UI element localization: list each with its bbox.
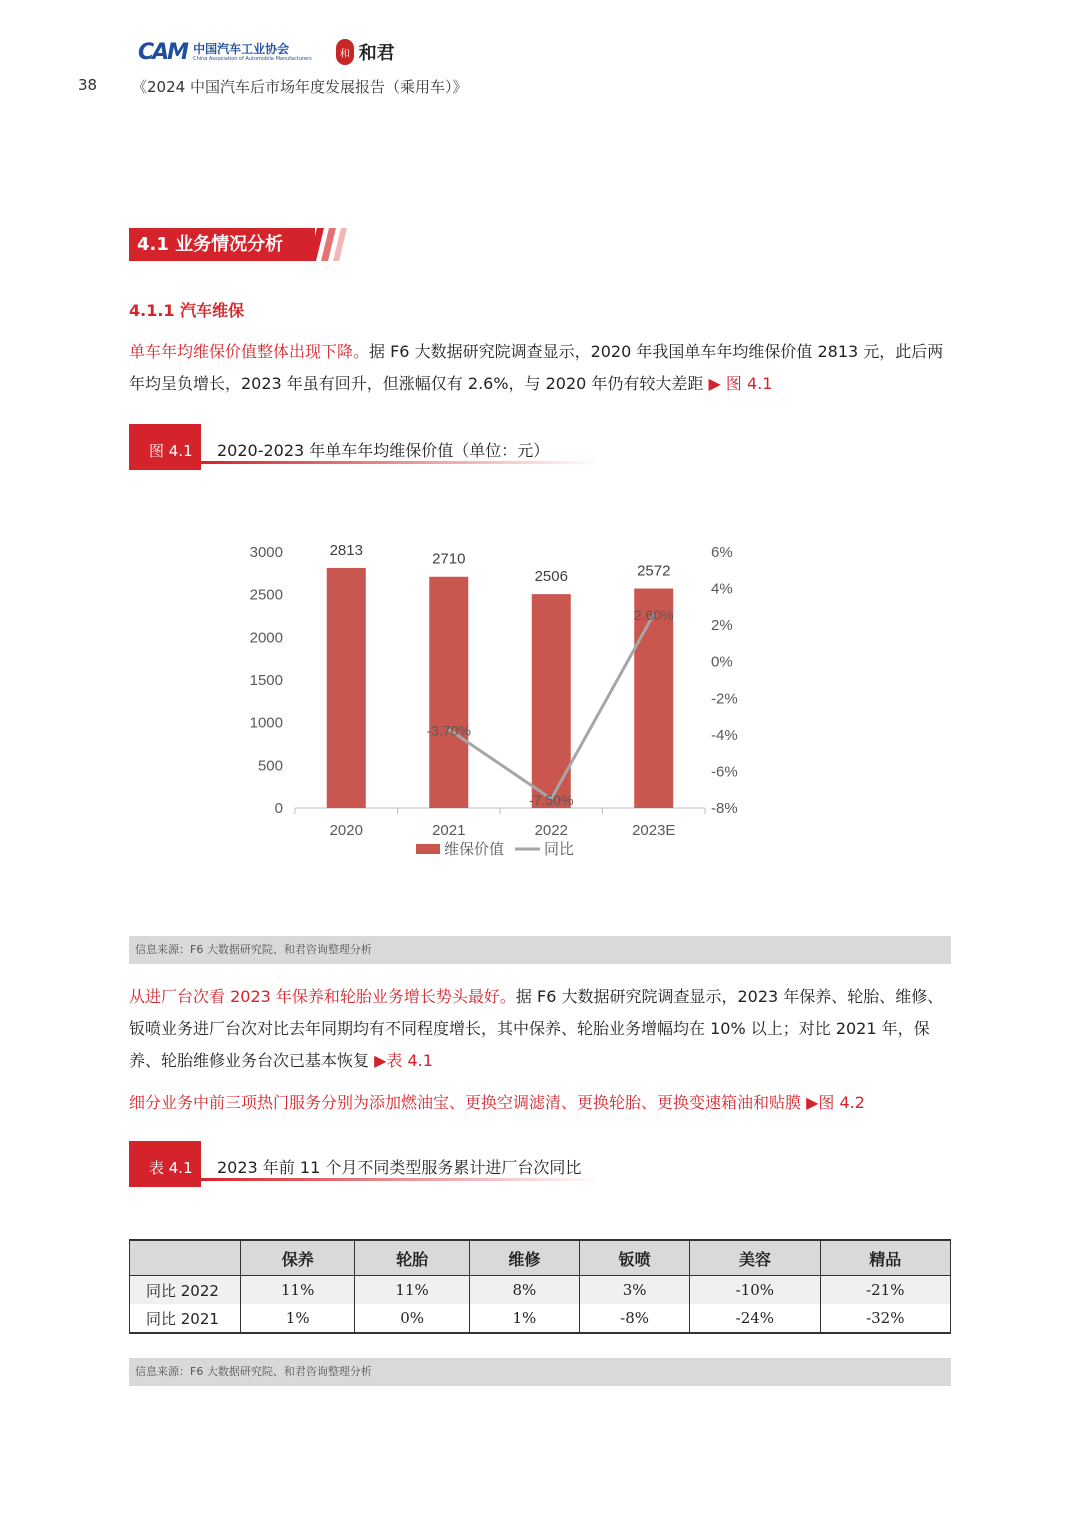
x-tick-label: 2022 (534, 822, 568, 839)
hejun-logo-text: 和君 (358, 43, 395, 64)
y-left-tick-label: 2000 (249, 629, 283, 647)
x-tick-label: 2021 (432, 822, 466, 839)
table-cell: 8% (469, 1276, 579, 1305)
hejun-seal-icon: 和 (336, 39, 354, 65)
y-right-tick-label: -4% (711, 726, 738, 744)
line-data-label: 2.60% (633, 607, 674, 624)
table-title: 2023 年前 11 个月不同类型服务累计进厂台次同比 (217, 1158, 582, 1177)
legend-bar-swatch (416, 844, 440, 854)
figure-caption-underline (201, 461, 601, 464)
x-tick-label: 2020 (329, 822, 363, 839)
paragraph-3 (129, 1087, 959, 1119)
line-data-label: -7.50% (529, 791, 574, 808)
paragraph-1-highlight: 单车年均维保价值整体出现下降。 (129, 342, 370, 361)
table-row-header: 同比 2022 (130, 1276, 241, 1305)
y-left-tick-label: 2500 (249, 586, 283, 604)
y-left-tick-label: 3000 (249, 544, 283, 561)
maintenance-value-chart (230, 530, 770, 870)
y-right-tick-label: -6% (711, 763, 738, 781)
table-cell: -10% (690, 1276, 820, 1305)
paragraph-3-highlight: 细分业务中前三项热门服务分别为添加燃油宝、更换空调滤清、更换轮胎、更换变速箱油和贴膜 (129, 1093, 802, 1112)
table-cell: -32% (820, 1304, 950, 1333)
section-heading: 4.1 业务情况分析 (129, 228, 315, 261)
table-row-header: 同比 2021 (130, 1304, 241, 1333)
table-row (130, 1304, 951, 1333)
table-cell: -24% (690, 1304, 820, 1333)
legend-bar-label: 维保价值 (444, 841, 505, 858)
paragraph-1 (129, 336, 959, 400)
y-left-tick-label: 500 (257, 757, 283, 775)
bar-data-label: 2572 (637, 562, 671, 580)
bar-data-label: 2710 (432, 550, 466, 568)
header-logos (138, 36, 395, 68)
figure-label: 图 4.1 (149, 442, 193, 460)
table-header-cell: 精品 (820, 1240, 950, 1276)
table-cell: -8% (579, 1304, 689, 1333)
paragraph-1-ref: ▶ 图 4.1 (708, 374, 773, 393)
table-cell: -21% (820, 1276, 950, 1305)
bar-data-label: 2813 (329, 541, 363, 559)
bar-2021 (429, 577, 468, 808)
x-tick-label: 2023E (632, 822, 676, 839)
figure-source: 信息来源：F6 大数据研究院、和君咨询整理分析 (129, 936, 951, 964)
document-title: 《2024 中国汽车后市场年度发展报告（乘用车）》 (132, 78, 468, 96)
y-right-tick-label: 0% (711, 653, 733, 671)
table-row (130, 1276, 951, 1305)
table-header-cell (130, 1240, 241, 1276)
table-source: 信息来源：F6 大数据研究院、和君咨询整理分析 (129, 1358, 951, 1386)
hejun-logo (336, 39, 395, 65)
y-right-tick-label: 4% (711, 580, 733, 598)
table-cell: 1% (241, 1304, 355, 1333)
table-header-cell: 轮胎 (355, 1240, 469, 1276)
y-left-tick-label: 1500 (249, 672, 283, 689)
subsection-heading: 4.1.1 汽车维保 (129, 301, 245, 320)
paragraph-2-ref: ▶表 4.1 (374, 1051, 433, 1070)
y-right-tick-label: -2% (711, 690, 738, 708)
cam-logo-cn: 中国汽车工业协会 (193, 41, 290, 56)
cam-logo-en: China Association of Automobile Manufacturers (193, 55, 312, 62)
table-header-cell: 保养 (241, 1240, 355, 1276)
legend-line-label: 同比 (544, 841, 575, 858)
cam-logo (138, 40, 312, 65)
page-number: 38 (78, 76, 98, 94)
table-header-row (130, 1240, 951, 1276)
table-caption (129, 1141, 609, 1189)
paragraph-2-body: 据 F6 大数据研究院调查显示，2023 年保养、轮胎、维修、钣喷业务进厂台次对比去年同期均有不同程度增长，其中保养、轮胎业务增幅均在 10% 以上；对比 2021 年，保养、轮胎维修业务台次已基本恢复 (129, 987, 944, 1070)
bar-data-label: 2506 (534, 568, 568, 586)
y-left-tick-label: 1000 (249, 714, 283, 732)
table-caption-underline (201, 1178, 601, 1181)
paragraph-3-ref: ▶图 4.2 (806, 1093, 865, 1112)
table-cell: 3% (579, 1276, 689, 1305)
paragraph-2 (129, 981, 959, 1077)
service-yoy-table (129, 1239, 951, 1334)
table-header-cell: 美容 (690, 1240, 820, 1276)
table-label: 表 4.1 (149, 1159, 193, 1177)
y-right-tick-label: 6% (711, 544, 733, 561)
table-cell: 0% (355, 1304, 469, 1333)
y-right-tick-label: -8% (711, 800, 738, 817)
table-header-cell: 钣喷 (579, 1240, 689, 1276)
paragraph-1-body: 据 F6 大数据研究院调查显示，2020 年我国单车年均维保价值 2813 元，此后两年均呈负增长，2023 年虽有回升，但涨幅仅有 2.6%，与 2020 年仍有较大差距 (129, 342, 944, 393)
table-cell: 11% (241, 1276, 355, 1305)
y-right-tick-label: 2% (711, 617, 733, 635)
table-cell: 1% (469, 1304, 579, 1333)
figure-caption (129, 424, 609, 472)
table-cell: 11% (355, 1276, 469, 1305)
section-stripes-decoration (309, 228, 349, 261)
bar-2020 (327, 568, 366, 808)
table-header-cell: 维修 (469, 1240, 579, 1276)
line-data-label: -3.70% (426, 722, 471, 739)
paragraph-2-highlight: 从进厂台次看 2023 年保养和轮胎业务增长势头最好。 (129, 987, 516, 1006)
figure-title: 2020-2023 年单车年均维保价值（单位：元） (217, 441, 550, 460)
y-left-tick-label: 0 (274, 800, 283, 817)
cam-logo-mark: CAM (138, 39, 188, 65)
